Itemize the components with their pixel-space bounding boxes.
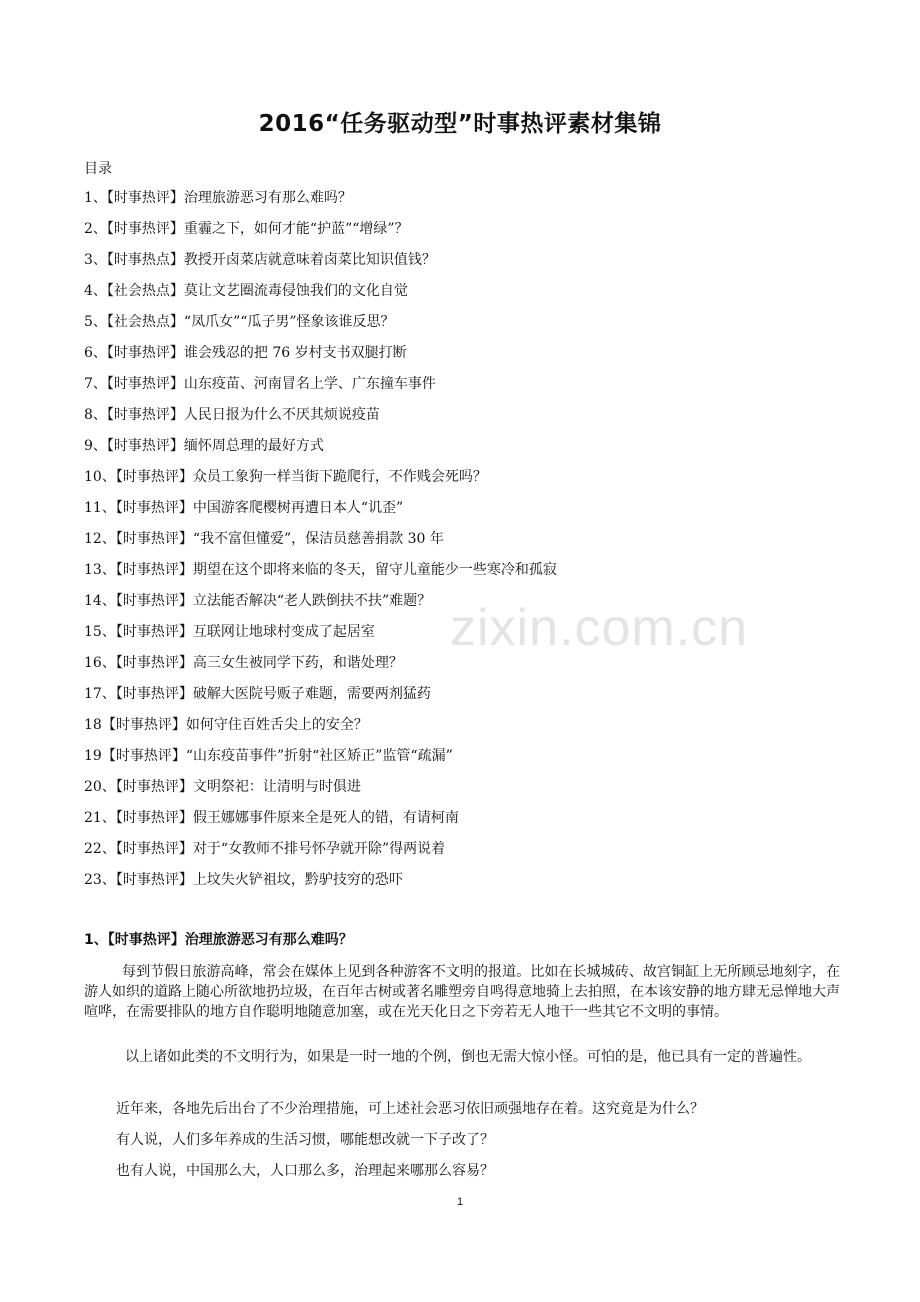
body-paragraph: 近年来，各地先后出台了不少治理措施，可上述社会恶习依旧顽强地存在着。这究竟是为什么？ <box>116 1101 704 1117</box>
toc-item[interactable]: 11、【时事热评】中国游客爬樱树再遭日本人“讥歪” <box>84 500 404 516</box>
toc-item[interactable]: 1、【时事热评】治理旅游恶习有那么难吗？ <box>84 190 352 206</box>
toc-item[interactable]: 17、【时事热评】破解大医院号贩子难题，需要两剂猛药 <box>84 686 431 702</box>
toc-label: 目录 <box>84 161 112 177</box>
toc-item[interactable]: 10、【时事热评】众员工象狗一样当街下跪爬行，不作贱会死吗？ <box>84 469 487 485</box>
toc-item[interactable]: 18【时事热评】如何守住百姓舌尖上的安全？ <box>84 717 368 733</box>
toc-item[interactable]: 5、【社会热点】“凤爪女”“瓜子男”怪象该谁反思？ <box>84 314 395 330</box>
toc-item[interactable]: 6、【时事热评】谁会残忍的把 76 岁村支书双腿打断 <box>84 345 407 361</box>
body-paragraph: 也有人说，中国那么大，人口那么多，治理起来哪那么容易？ <box>116 1163 494 1179</box>
toc-item[interactable]: 15、【时事热评】互联网让地球村变成了起居室 <box>84 624 375 640</box>
body-paragraph: 每到节假日旅游高峰，常会在媒体上见到各种游客不文明的报道。比如在长城城砖、故宫铜缸上无所顾忌地刻字，在游人如织的道路上随心所欲地扔垃圾，在百年古树或著名雕塑旁自鸣得意地骑上去拍照，在本该安静的地方肆无忌惮地大声喧哗，在需要排队的地方自作聪明地随意加塞，或在光天化日之下旁若无人地干一些其它不文明的事情。 <box>84 964 840 1020</box>
body-paragraph: 以上诸如此类的不文明行为，如果是一时一地的个例，倒也无需大惊小怪。可怕的是，他已具有一定的普遍性。 <box>125 1049 811 1065</box>
body-paragraph: 有人说，人们多年养成的生活习惯，哪能想改就一下子改了？ <box>116 1132 494 1148</box>
toc-item[interactable]: 9、【时事热评】缅怀周总理的最好方式 <box>84 438 324 454</box>
toc-item[interactable]: 7、【时事热评】山东疫苗、河南冒名上学、广东撞车事件 <box>84 376 436 392</box>
toc-item[interactable]: 21、【时事热评】假王娜娜事件原来全是死人的错，有请柯南 <box>84 810 459 826</box>
toc-item[interactable]: 22、【时事热评】对于“女教师不排号怀孕就开除”得两说着 <box>84 841 446 857</box>
table-of-contents <box>84 187 557 900</box>
toc-item[interactable]: 19【时事热评】“山东疫苗事件”折射“社区矫正”监管“疏漏” <box>84 748 453 764</box>
toc-item[interactable]: 8、【时事热评】人民日报为什么不厌其烦说疫苗 <box>84 407 380 423</box>
section-heading: 1、【时事热评】治理旅游恶习有那么难吗？ <box>84 932 353 948</box>
watermark: zixin.com.cn <box>450 599 749 657</box>
document-title: 2016“任务驱动型”时事热评素材集锦 <box>258 111 662 137</box>
toc-item[interactable]: 2、【时事热评】重霾之下，如何才能“护蓝”“增绿”？ <box>84 221 409 237</box>
toc-item[interactable]: 4、【社会热点】莫让文艺圈流毒侵蚀我们的文化自觉 <box>84 283 408 299</box>
toc-item[interactable]: 20、【时事热评】文明祭祀：让清明与时俱进 <box>84 779 361 795</box>
toc-item[interactable]: 14、【时事热评】立法能否解决“老人跌倒扶不扶”难题？ <box>84 593 432 609</box>
toc-item[interactable]: 13、【时事热评】期望在这个即将来临的冬天，留守儿童能少一些寒冷和孤寂 <box>84 562 557 578</box>
toc-item[interactable]: 23、【时事热评】上坟失火铲祖坟，黔驴技穷的恐吓 <box>84 872 403 888</box>
page-number: 1 <box>456 1196 464 1208</box>
toc-item[interactable]: 16、【时事热评】高三女生被同学下药，和谐处理？ <box>84 655 403 671</box>
toc-item[interactable]: 12、【时事热评】“我不富但懂爱”，保洁员慈善捐款 30 年 <box>84 531 444 547</box>
toc-item[interactable]: 3、【时事热点】教授开卤菜店就意味着卤菜比知识值钱？ <box>84 252 436 268</box>
